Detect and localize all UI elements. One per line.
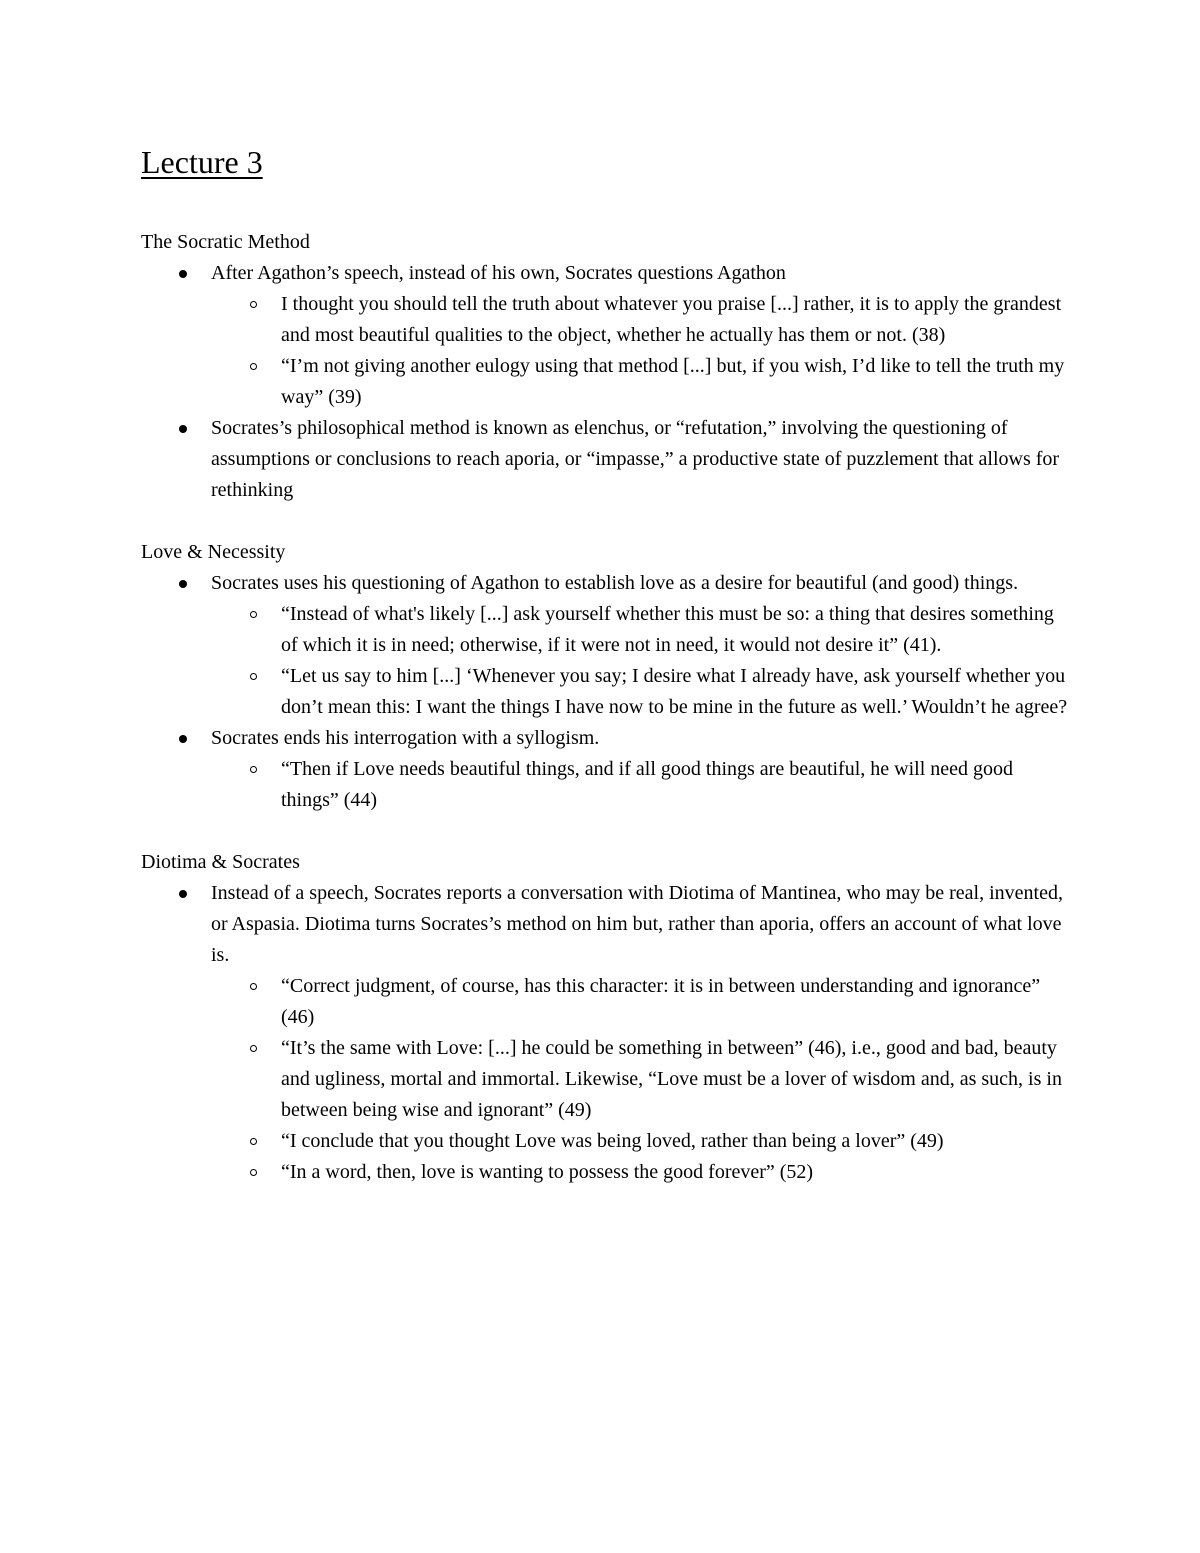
sub-bullet-item bbox=[211, 1033, 1071, 1126]
bullet-circle-icon bbox=[250, 363, 257, 370]
bullet-dot-icon bbox=[179, 735, 187, 743]
sub-bullet-text: I thought you should tell the truth about whatever you praise [...] rather, it is to apply the grandest and most beautiful qualities to the object, whether he actually has them or not. (38) bbox=[281, 293, 1062, 346]
bullet-item bbox=[141, 568, 1071, 723]
bullet-dot-icon bbox=[179, 580, 187, 588]
document-page bbox=[141, 140, 1071, 1219]
sub-bullet-item bbox=[211, 754, 1071, 816]
bullet-text: After Agathon’s speech, instead of his own, Socrates questions Agathon bbox=[211, 262, 786, 284]
sub-bullet-item bbox=[211, 971, 1071, 1033]
bullet-item bbox=[141, 258, 1071, 413]
document-body bbox=[141, 227, 1071, 1188]
bullet-circle-icon bbox=[250, 301, 257, 308]
bullet-circle-icon bbox=[250, 611, 257, 618]
sub-bullet-item bbox=[211, 351, 1071, 413]
section-heading: Love & Necessity bbox=[141, 541, 286, 563]
sub-bullet-item bbox=[211, 661, 1071, 723]
sub-bullet-list bbox=[211, 289, 1071, 413]
sub-bullet-list bbox=[211, 754, 1071, 816]
bullet-circle-icon bbox=[250, 766, 257, 773]
section-heading: The Socratic Method bbox=[141, 231, 310, 253]
sub-bullet-text: “I’m not giving another eulogy using that method [...] but, if you wish, I’d like to tell the truth my way” (39) bbox=[281, 355, 1065, 408]
bullet-circle-icon bbox=[250, 673, 257, 680]
bullet-item bbox=[141, 878, 1071, 1188]
bullet-list bbox=[141, 258, 1071, 506]
bullet-dot-icon bbox=[179, 425, 187, 433]
sub-bullet-text: “In a word, then, love is wanting to possess the good forever” (52) bbox=[281, 1161, 814, 1183]
bullet-text: Socrates uses his questioning of Agathon to establish love as a desire for beautiful (and good) things. bbox=[211, 572, 1019, 594]
bullet-text: Socrates ends his interrogation with a syllogism. bbox=[211, 727, 600, 749]
sub-bullet-list bbox=[211, 971, 1071, 1188]
bullet-circle-icon bbox=[250, 1045, 257, 1052]
sub-bullet-text: “I conclude that you thought Love was being loved, rather than being a lover” (49) bbox=[281, 1130, 944, 1152]
sub-bullet-text: “Instead of what's likely [...] ask yourself whether this must be so: a thing that desires something of which it is in need; otherwise, if it were not in need, it would not desire it” (41). bbox=[281, 603, 1054, 656]
bullet-list bbox=[141, 568, 1071, 816]
sub-bullet-item bbox=[211, 599, 1071, 661]
bullet-circle-icon bbox=[250, 1138, 257, 1145]
bullet-item bbox=[141, 723, 1071, 816]
bullet-text: Instead of a speech, Socrates reports a conversation with Diotima of Mantinea, who may be real, invented, or Aspasia. Diotima turns Socrates’s method on him but, rather than aporia, offers an account of what love is. bbox=[211, 882, 1063, 966]
section-heading: Diotima & Socrates bbox=[141, 851, 300, 873]
sub-bullet-item bbox=[211, 1157, 1071, 1188]
page-title: Lecture 3 bbox=[141, 144, 263, 180]
bullet-dot-icon bbox=[179, 270, 187, 278]
bullet-item bbox=[141, 413, 1071, 506]
bullet-circle-icon bbox=[250, 983, 257, 990]
sub-bullet-list bbox=[211, 599, 1071, 723]
bullet-text: Socrates’s philosophical method is known as elenchus, or “refutation,” involving the questioning of assumptions or conclusions to reach aporia, or “impasse,” a productive state of puzzlement that allows for rethinking bbox=[211, 417, 1060, 501]
sub-bullet-text: “Let us say to him [...] ‘Whenever you say; I desire what I already have, ask yourself whether you don’t mean this: I want the things I have now to be mine in the future as well.’ Wouldn’t he agree? bbox=[281, 665, 1068, 718]
sub-bullet-text: “Then if Love needs beautiful things, and if all good things are beautiful, he will need good things” (44) bbox=[281, 758, 1014, 811]
section bbox=[141, 227, 1071, 506]
section bbox=[141, 847, 1071, 1188]
bullet-dot-icon bbox=[179, 890, 187, 898]
section bbox=[141, 537, 1071, 816]
sub-bullet-item bbox=[211, 289, 1071, 351]
bullet-circle-icon bbox=[250, 1169, 257, 1176]
sub-bullet-item bbox=[211, 1126, 1071, 1157]
sub-bullet-text: “It’s the same with Love: [...] he could be something in between” (46), i.e., good and bad, beauty and ugliness, mortal and immortal. Likewise, “Love must be a lover of wisdom and, as such, is in between being wise and ignorant” (49) bbox=[281, 1037, 1062, 1121]
sub-bullet-text: “Correct judgment, of course, has this character: it is in between understanding and ignorance” (46) bbox=[281, 975, 1041, 1028]
bullet-list bbox=[141, 878, 1071, 1188]
